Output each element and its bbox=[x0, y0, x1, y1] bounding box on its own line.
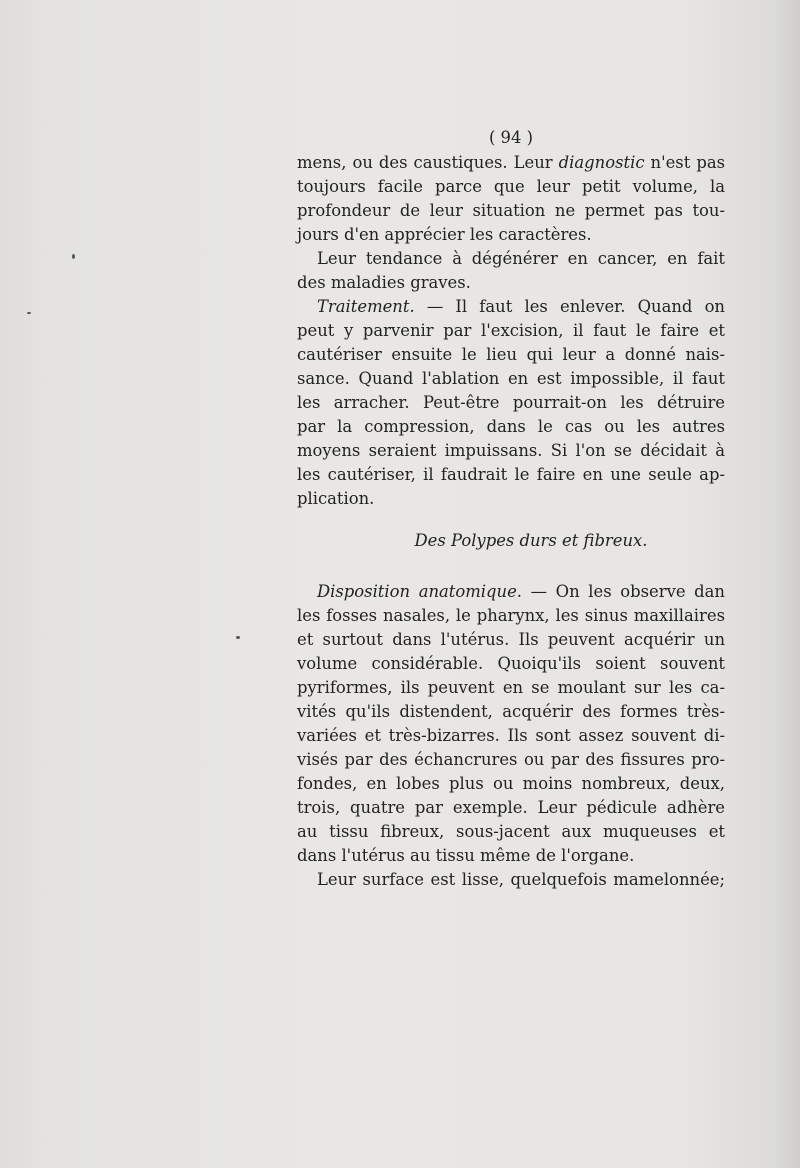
text-line bbox=[297, 295, 725, 319]
text-line: sance. Quand l'ablation en est impossible, il faut bbox=[297, 369, 725, 388]
paragraph bbox=[297, 151, 725, 247]
page-text bbox=[297, 126, 725, 892]
text-line: des maladies graves. bbox=[297, 273, 471, 292]
text-run: — On les observe dan bbox=[522, 582, 725, 601]
text-line: Leur surface est lisse, quelquefois mamelonnée; bbox=[317, 870, 725, 889]
text-line: toujours facile parce que leur petit volume, la bbox=[297, 177, 725, 196]
text-line: fondes, en lobes plus ou moins nombreux, deux, bbox=[297, 774, 725, 793]
section-heading: Des Polypes durs et fibreux. bbox=[414, 531, 648, 550]
paragraph bbox=[297, 247, 725, 295]
text-line: peut y parvenir par l'excision, il faut le faire et bbox=[297, 321, 725, 340]
text-line bbox=[297, 151, 725, 175]
text-line: les cautériser, il faudrait le faire en une seule ap- bbox=[297, 465, 725, 484]
paragraph bbox=[297, 868, 725, 892]
text-line: les fosses nasales, le pharynx, les sinus maxillaires bbox=[297, 606, 725, 625]
text-line: dans l'utérus au tissu même de l'organe. bbox=[297, 846, 635, 865]
text-line: Leur tendance à dégénérer en cancer, en fait bbox=[317, 249, 725, 268]
text-line: variées et très-bizarres. Ils sont assez souvent di- bbox=[297, 726, 725, 745]
paragraph bbox=[297, 295, 725, 511]
ink-speck bbox=[236, 636, 240, 639]
text-line: au tissu fibreux, sous-jacent aux muqueuses et bbox=[297, 822, 725, 841]
text-line bbox=[297, 580, 725, 604]
text-line: trois, quatre par exemple. Leur pédicule adhère bbox=[297, 798, 725, 817]
italic-term: diagnostic bbox=[558, 153, 645, 172]
page-number: ( 94 ) bbox=[488, 128, 534, 147]
text-line: et surtout dans l'utérus. Ils peuvent acquérir un bbox=[297, 630, 725, 649]
italic-subheading: Traitement. bbox=[317, 297, 415, 316]
text-line: cautériser ensuite le lieu qui leur a donné nais- bbox=[297, 345, 725, 364]
text-line: visés par des échancrures ou par des fissures pro- bbox=[297, 750, 725, 769]
text-line: jours d'en apprécier les caractères. bbox=[297, 225, 592, 244]
text-run: n'est pas bbox=[644, 153, 726, 172]
paragraph bbox=[297, 580, 725, 868]
text-line: moyens seraient impuissans. Si l'on se décidait à bbox=[297, 441, 725, 460]
text-line: plication. bbox=[297, 489, 375, 508]
ink-speck bbox=[27, 312, 31, 314]
text-line: vités qu'ils distendent, acquérir des formes très- bbox=[297, 702, 725, 721]
text-line: volume considérable. Quoiqu'ils soient souvent bbox=[297, 654, 725, 673]
text-line: profondeur de leur situation ne permet pas tou- bbox=[297, 201, 725, 220]
text-line: par la compression, dans le cas ou les autres bbox=[297, 417, 725, 436]
text-run: mens, ou des caustiques. Leur bbox=[297, 153, 559, 172]
ink-speck bbox=[72, 254, 75, 259]
text-line: les arracher. Peut-être pourrait-on les détruire bbox=[297, 393, 725, 412]
text-line: pyriformes, ils peuvent en se moulant sur les ca- bbox=[297, 678, 725, 697]
italic-subheading: Disposition anatomique. bbox=[317, 582, 522, 601]
text-run: — Il faut les enlever. Quand on bbox=[414, 297, 725, 316]
